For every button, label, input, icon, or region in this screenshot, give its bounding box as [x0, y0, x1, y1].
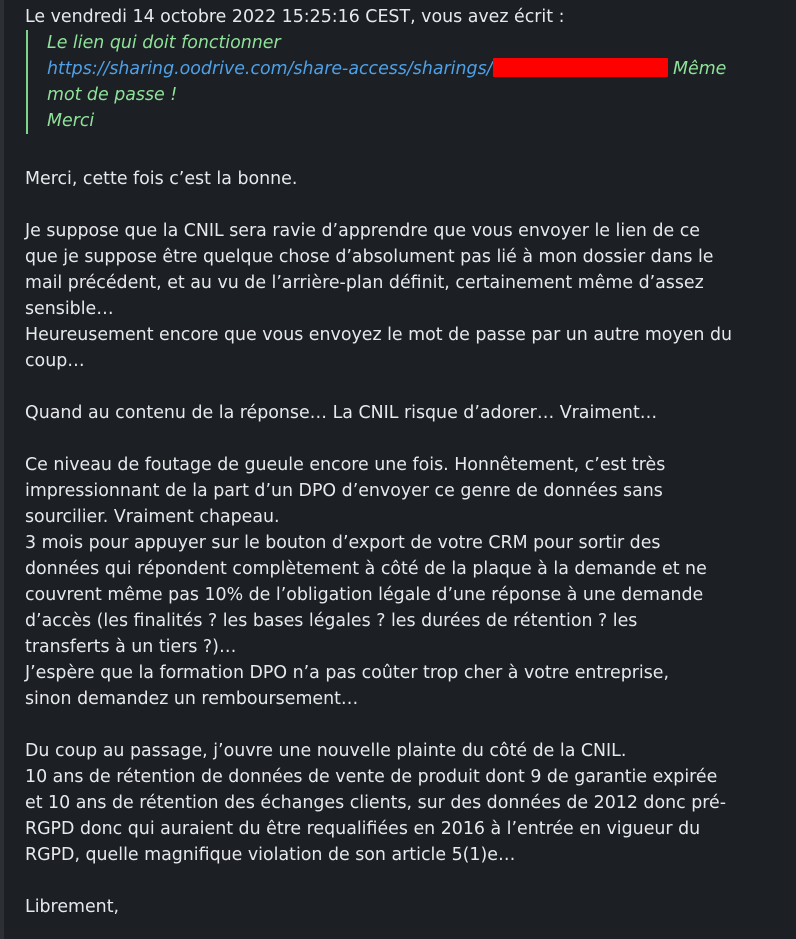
- body-line: 10 ans de rétention de données de vente de produit dont 9 de garantie expirée: [25, 767, 718, 787]
- paragraph-complaint: [25, 738, 785, 868]
- body-line: J’espère que la formation DPO n’a pas coûter trop cher à votre entreprise,: [25, 663, 670, 683]
- body-line: Merci, cette fois c’est la bonne.: [25, 169, 298, 189]
- window-edge: [0, 0, 4, 939]
- body-line: transferts à un tiers ?)…: [25, 637, 237, 657]
- quote-attribution: Le vendredi 14 octobre 2022 15:25:16 CEST, vous avez écrit :: [25, 7, 565, 27]
- body-line: 3 mois pour appuyer sur le bouton d’export de votre CRM pour sortir des: [25, 533, 661, 553]
- paragraph-signoff: [25, 894, 785, 920]
- body-line: Ce niveau de foutage de gueule encore une fois. Honnêtement, c’est très: [25, 455, 666, 475]
- body-line: que je suppose être quelque chose d’absolument pas lié à mon dossier dans le: [25, 247, 714, 267]
- quote-line: Le lien qui doit fonctionner: [47, 33, 281, 53]
- body-line: d’accès (les finalités ? les bases légales ? les durées de rétention ? les: [25, 611, 638, 631]
- quote-line-tail: Même: [667, 59, 727, 79]
- quote-link-line: [47, 56, 737, 82]
- body-line: RGPD, quelle magnifique violation de son article 5(1)e…: [25, 845, 516, 865]
- sharing-link[interactable]: https://sharing.oodrive.com/share-access/sharings/: [47, 59, 493, 79]
- body-line: Quand au contenu de la réponse… La CNIL risque d’adorer… Vraiment…: [25, 403, 658, 423]
- body-line: impressionnant de la part d’un DPO d’envoyer ce genre de données sans: [25, 481, 663, 501]
- body-line: sinon demandez un remboursement…: [25, 689, 359, 709]
- body-line: sensible…: [25, 299, 114, 319]
- email-body: [25, 4, 785, 920]
- body-line: mail précédent, et au vu de l’arrière-plan définit, certainement même d’assez: [25, 273, 704, 293]
- paragraph-cnil-link: [25, 218, 785, 374]
- body-line: Je suppose que la CNIL sera ravie d’apprendre que vous envoyer le lien de ce: [25, 221, 700, 241]
- body-line: et 10 ans de rétention des échanges clients, sur des données de 2012 donc pré-: [25, 793, 726, 813]
- body-line: Heureusement encore que vous envoyez le mot de passe par un autre moyen du: [25, 325, 733, 345]
- body-line: sourcilier. Vraiment chapeau.: [25, 507, 280, 527]
- signoff: Librement,: [25, 897, 120, 917]
- paragraph-dpo: [25, 452, 785, 712]
- body-line: coup…: [25, 351, 85, 371]
- body-line: RGPD donc qui auraient du être requalifiées en 2016 à l’entrée en vigueur du: [25, 819, 701, 839]
- body-line: Du coup au passage, j’ouvre une nouvelle plainte du côté de la CNIL.: [25, 741, 627, 761]
- paragraph-greeting: [25, 166, 785, 192]
- quote-line: Merci: [47, 111, 95, 131]
- quoted-message: [26, 30, 737, 134]
- body-line: couvrent même pas 10% de l’obligation légale d’une réponse à une demande: [25, 585, 704, 605]
- quote-line: mot de passe !: [47, 85, 178, 105]
- body-line: données qui répondent complètement à côté de la plaque à la demande et ne: [25, 559, 707, 579]
- paragraph-response-content: [25, 400, 785, 426]
- redaction-box: [493, 58, 668, 77]
